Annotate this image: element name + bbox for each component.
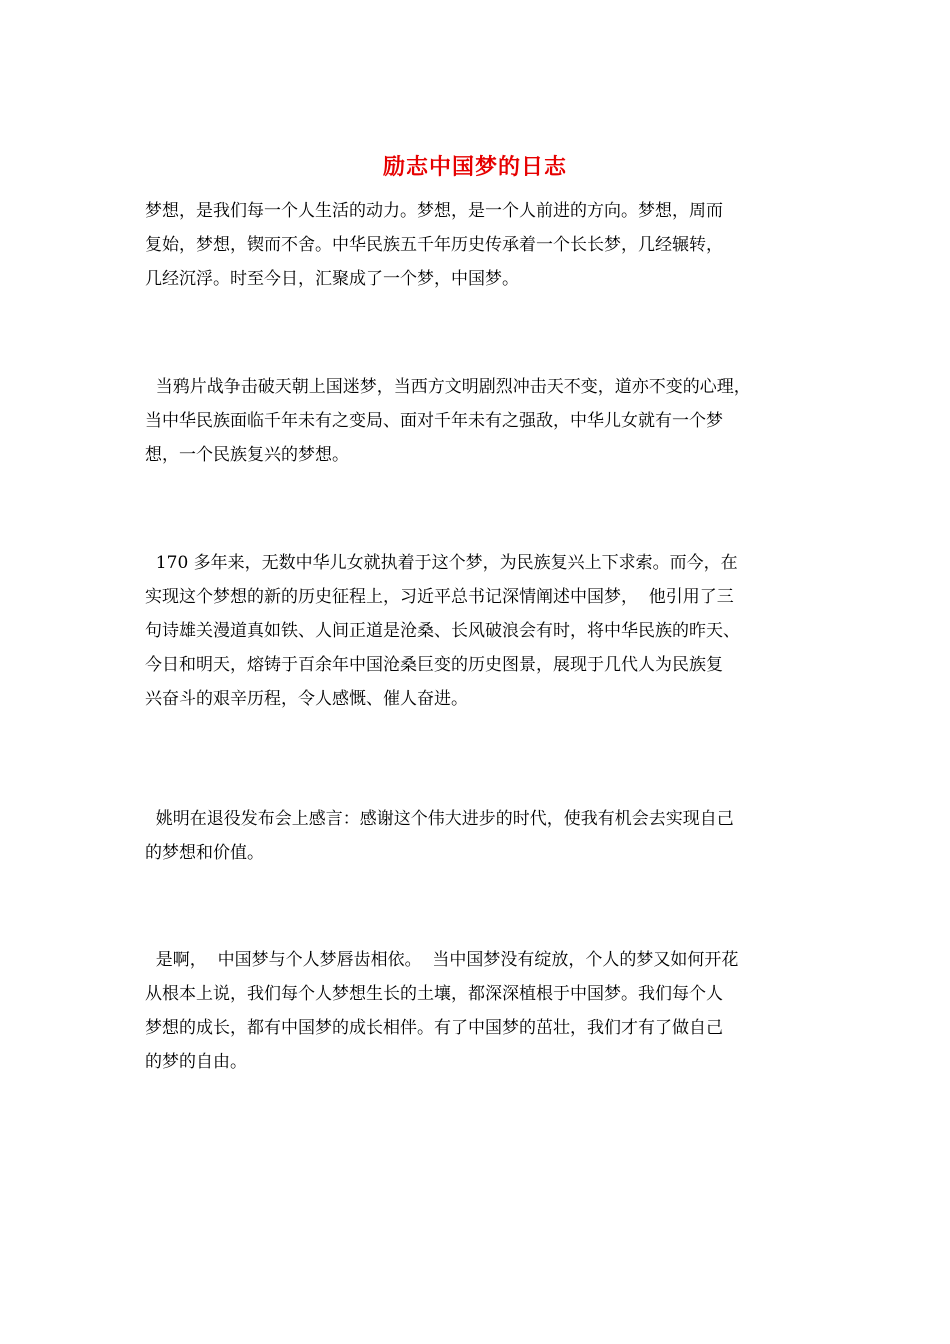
paragraph-2: [145, 370, 751, 472]
paragraph-line: 想，一个民族复兴的梦想。: [145, 445, 349, 465]
paragraph-line: 170 多年来，无数中华儿女就执着于这个梦，为民族复兴上下求索。而今，在: [145, 553, 738, 573]
paragraph-line: 实现这个梦想的新的历史征程上，习近平总书记深情阐述中国梦， 他引用了三: [145, 587, 734, 607]
paragraph-line: 从根本上说，我们每个人梦想生长的土壤，都深深植根于中国梦。我们每个人: [145, 984, 723, 1004]
paragraph-line: 梦想的成长，都有中国梦的成长相伴。有了中国梦的茁壮，我们才有了做自己: [145, 1018, 723, 1038]
paragraph-line: 复始，梦想，锲而不舍。中华民族五千年历史传承着一个长长梦，几经辗转，: [145, 235, 723, 255]
paragraph-1: [145, 194, 723, 296]
paragraph-line: 的梦的自由。: [145, 1052, 247, 1072]
paragraph-line: 当中华民族面临千年未有之变局、面对千年未有之强敌，中华儿女就有一个梦: [145, 411, 723, 431]
paragraph-3: [145, 546, 740, 716]
paragraph-line: 今日和明天，熔铸于百余年中国沧桑巨变的历史图景，展现于几代人为民族复: [145, 655, 723, 675]
paragraph-4: [145, 802, 734, 870]
paragraph-line: 的梦想和价值。: [145, 843, 264, 863]
document-title: 励志中国梦的日志: [382, 154, 567, 180]
paragraph-line: 姚明在退役发布会上感言：感谢这个伟大进步的时代，使我有机会去实现自己: [145, 809, 734, 829]
paragraph-line: 当鸦片战争击破天朝上国迷梦，当西方文明剧烈冲击天不变，道亦不变的心理，: [145, 377, 751, 397]
paragraph-line: 几经沉浮。时至今日，汇聚成了一个梦，中国梦。: [145, 269, 519, 289]
paragraph-line: 兴奋斗的艰辛历程，令人感慨、催人奋进。: [145, 689, 468, 709]
paragraph-5: [145, 943, 738, 1079]
paragraph-line: 梦想，是我们每一个人生活的动力。梦想，是一个人前进的方向。梦想，周而: [145, 201, 723, 221]
paragraph-line: 句诗雄关漫道真如铁、人间正道是沧桑、长风破浪会有时，将中华民族的昨天、: [145, 621, 740, 641]
paragraph-line: 是啊， 中国梦与个人梦唇齿相依。 当中国梦没有绽放，个人的梦又如何开花: [145, 950, 739, 970]
